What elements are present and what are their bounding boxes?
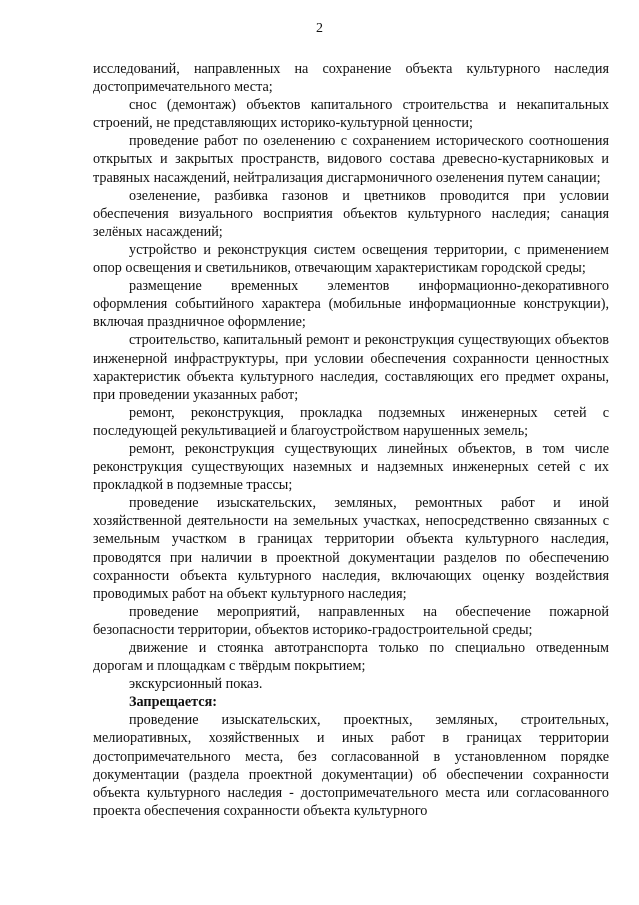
- page-number: 2: [316, 21, 323, 36]
- paragraph-lighting: устройство и реконструкция систем освещения территории, с применением опор освещения и светильников, отвечающим характеристикам городской среды;: [93, 241, 609, 277]
- document-body: [93, 60, 609, 820]
- paragraph-fire-safety: проведение мероприятий, направленных на обеспечение пожарной безопасности территории, объектов историко-градостроительной среды;: [93, 603, 609, 638]
- paragraph-traffic: движение и стоянка автотранспорта только по специально отведенным дорогам и площадкам с твёрдым покрытием;: [93, 640, 609, 675]
- paragraph-research: исследований, направленных на сохранение объекта культурного наследия достопримечательного места;: [93, 61, 609, 96]
- prohibited-heading: Запрещается:: [129, 694, 217, 711]
- paragraph-demolition: снос (демонтаж) объектов капитального строительства и некапитальных строений, не представляющих историко-культурной ценности;: [93, 97, 609, 132]
- paragraph-greening: озеленение, разбивка газонов и цветников проводится при условии обеспечения визуального восприятия объектов культурного наследия; санация зелёных насаждений;: [93, 187, 609, 240]
- paragraph-survey-works: проведение изыскательских, земляных, ремонтных работ и иной хозяйственной деятельности на земельных участках, непосредственно связанных с земельным участком в границах территории объекта культурного наследия, проводятся при наличии в проектной документации разделов по обеспечению сохранности объекта культурного наследия, включающих оценку воздействия проводимых работ на объект культурного наследия;: [93, 495, 609, 602]
- paragraph-underground-networks: ремонт, реконструкция, прокладка подземных инженерных сетей с последующей рекультивацией и благоустройством нарушенных земель;: [93, 404, 609, 439]
- paragraph-landscaping-works: проведение работ по озеленению с сохранением исторического соотношения открытых и закрытых пространств, видового состава древесно-кустарниковых и травяных насаждений, нейтрализация дисгармоничного озеленения путем санации;: [93, 133, 609, 186]
- paragraph-linear-objects: ремонт, реконструкция существующих линейных объектов, в том числе реконструкция существующих наземных и надземных инженерных сетей с их прокладкой в подземные трассы;: [93, 440, 609, 494]
- paragraph-excursions: экскурсионный показ.: [129, 676, 263, 693]
- paragraph-temporary-decor: размещение временных элементов информационно-декоративного оформления событийного характера (мобильные информационные конструкции), включая праздничное оформление;: [93, 278, 609, 331]
- paragraph-prohibited-works: проведение изыскательских, проектных, земляных, строительных, мелиоративных, хозяйственных и иных работ в границах территории достопримечательного места, без согласованной в установленном порядке документации (раздела проектной документации) об обеспечении сохранности объекта культурного наследия - достопримечательного места или согласованного проекта обеспечения сохранности объекта культурного: [93, 712, 609, 819]
- paragraph-infrastructure: строительство, капитальный ремонт и реконструкция существующих объектов инженерной инфраструктуры, при условии обеспечения сохранности ценностных характеристик объекта культурного наследия, составляющих его предмет охраны, при проведении указанных работ;: [93, 332, 609, 403]
